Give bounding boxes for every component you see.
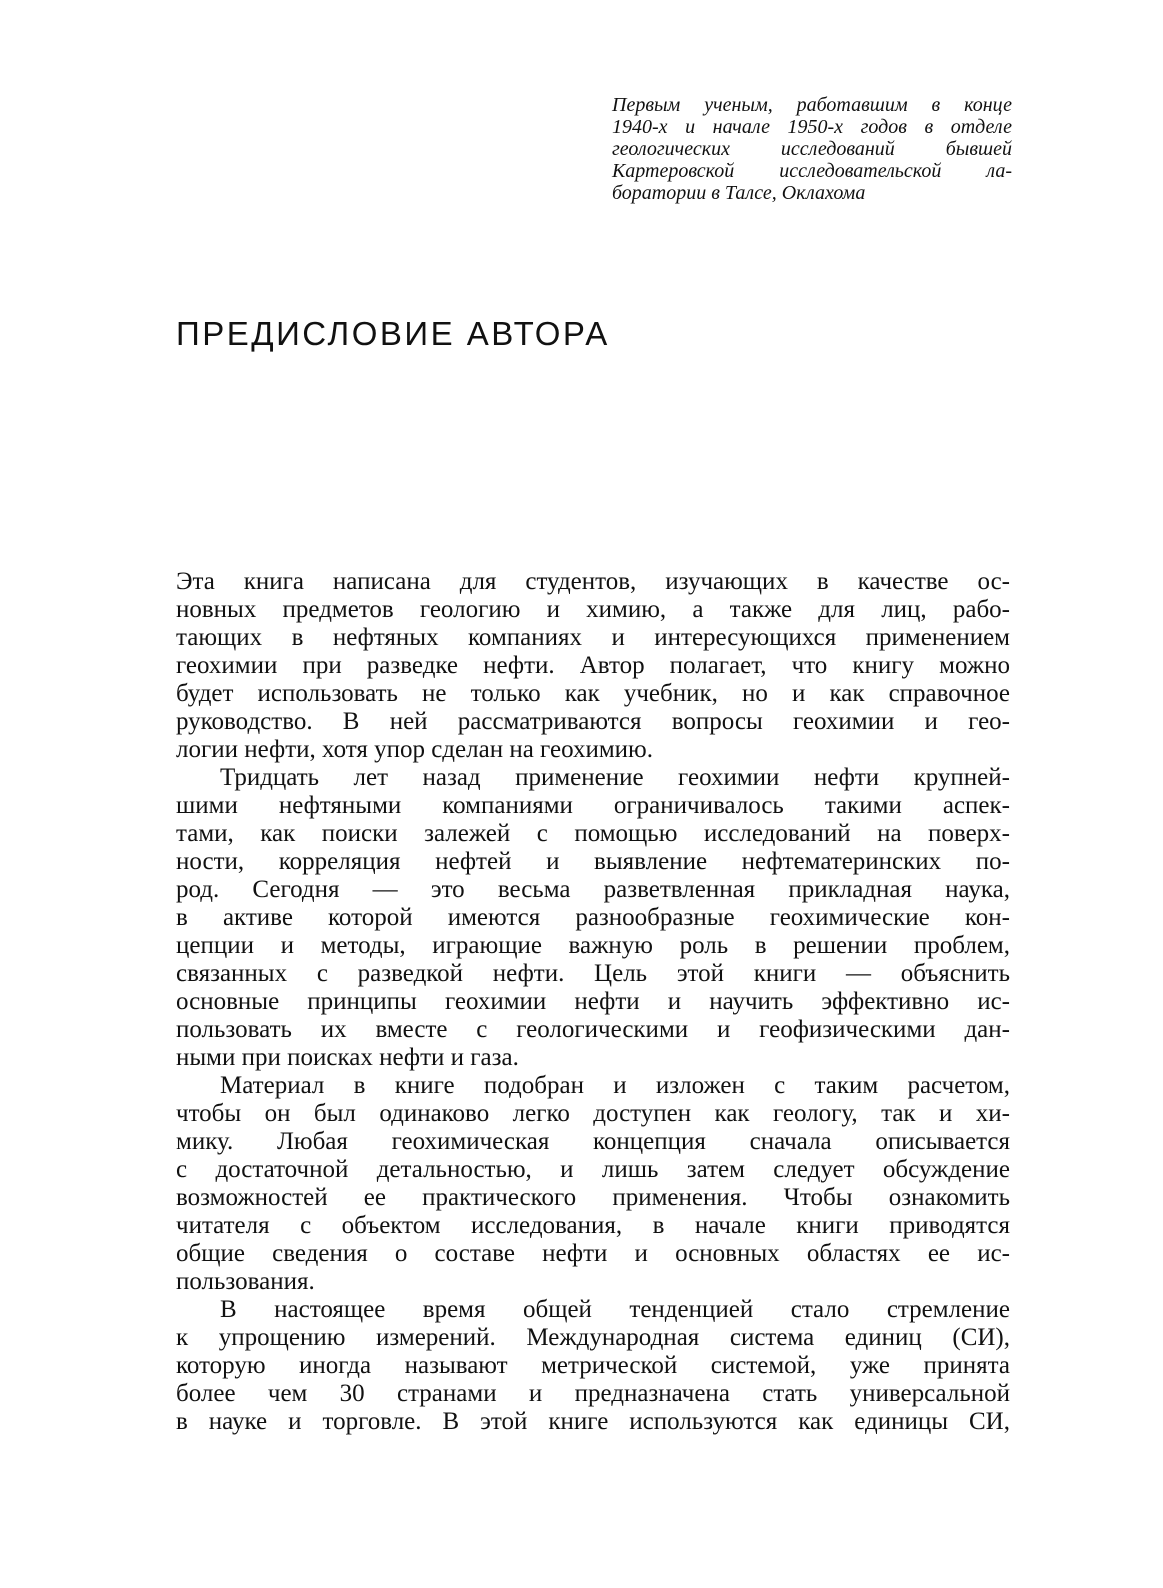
text-line: геохимии при разведке нефти. Автор полагает, что книгу можно: [176, 652, 1010, 679]
dedication-line: геологических исследований бывшей: [612, 138, 1012, 160]
text-line: пользования.: [176, 1268, 315, 1295]
text-line: тами, как поиски залежей с помощью исследований на поверх-: [176, 820, 1010, 847]
dedication-line: Первым ученым, работавшим в конце: [612, 94, 1012, 116]
text-line: Эта книга написана для студентов, изучающих в качестве ос-: [176, 568, 1010, 595]
paragraph-1: [176, 568, 1010, 764]
text-line: тающих в нефтяных компаниях и интересующихся применением: [176, 624, 1010, 651]
text-line: Материал в книге подобран и изложен с таким расчетом,: [220, 1072, 1010, 1099]
text-line: пользовать их вместе с геологическими и геофизическими дан-: [176, 1016, 1010, 1043]
text-line: связанных с разведкой нефти. Цель этой книги — объяснить: [176, 960, 1010, 987]
paragraph-3: [176, 1072, 1010, 1296]
text-line: основные принципы геохимии нефти и научить эффективно ис-: [176, 988, 1010, 1015]
dedication-line: 1940-х и начале 1950-х годов в отделе: [612, 116, 1012, 138]
text-line: в активе которой имеются разнообразные геохимические кон-: [176, 904, 1010, 931]
body-text: [176, 568, 1010, 1436]
text-line: читателя с объектом исследования, в начале книги приводятся: [176, 1212, 1010, 1239]
text-line: к упрощению измерений. Международная система единиц (СИ),: [176, 1324, 1010, 1351]
dedication-line: боратории в Талсе, Оклахома: [612, 182, 866, 204]
text-line: в науке и торговле. В этой книге используются как единицы СИ,: [176, 1408, 1010, 1435]
text-line: чтобы он был одинаково легко доступен как геологу, так и хи-: [176, 1100, 1010, 1127]
text-line: будет использовать не только как учебник, но и как справочное: [176, 680, 1010, 707]
text-line: логии нефти, хотя упор сделан на геохимию.: [176, 736, 653, 763]
dedication-epigraph: [612, 94, 1012, 204]
text-line: ности, корреляция нефтей и выявление нефтематеринских по-: [176, 848, 1010, 875]
text-line: род. Сегодня — это весьма разветвленная прикладная наука,: [176, 876, 1010, 903]
text-line: возможностей ее практического применения. Чтобы ознакомить: [176, 1184, 1010, 1211]
text-line: общие сведения о составе нефти и основных областях ее ис-: [176, 1240, 1010, 1267]
text-line: Тридцать лет назад применение геохимии нефти крупней-: [220, 764, 1010, 791]
text-line: которую иногда называют метрической системой, уже принята: [176, 1352, 1010, 1379]
text-line: руководство. В ней рассматриваются вопросы геохимии и гео-: [176, 708, 1010, 735]
text-line: более чем 30 странами и предназначена стать универсальной: [176, 1380, 1010, 1407]
text-line: В настоящее время общей тенденцией стало стремление: [220, 1296, 1010, 1323]
text-line: цепции и методы, играющие важную роль в решении проблем,: [176, 932, 1010, 959]
text-line: шими нефтяными компаниями ограничивалось такими аспек-: [176, 792, 1010, 819]
text-line: ными при поисках нефти и газа.: [176, 1044, 519, 1071]
text-line: новных предметов геологию и химию, а также для лиц, рабо-: [176, 596, 1010, 623]
page-title: ПРЕДИСЛОВИЕ АВТОРА: [176, 315, 610, 352]
paragraph-2: [176, 764, 1010, 1072]
dedication-line: Картеровской исследовательской ла-: [612, 160, 1012, 182]
paragraph-4: [176, 1296, 1010, 1436]
text-line: с достаточной детальностью, и лишь затем следует обсуждение: [176, 1156, 1010, 1183]
text-line: мику. Любая геохимическая концепция сначала описывается: [176, 1128, 1010, 1155]
